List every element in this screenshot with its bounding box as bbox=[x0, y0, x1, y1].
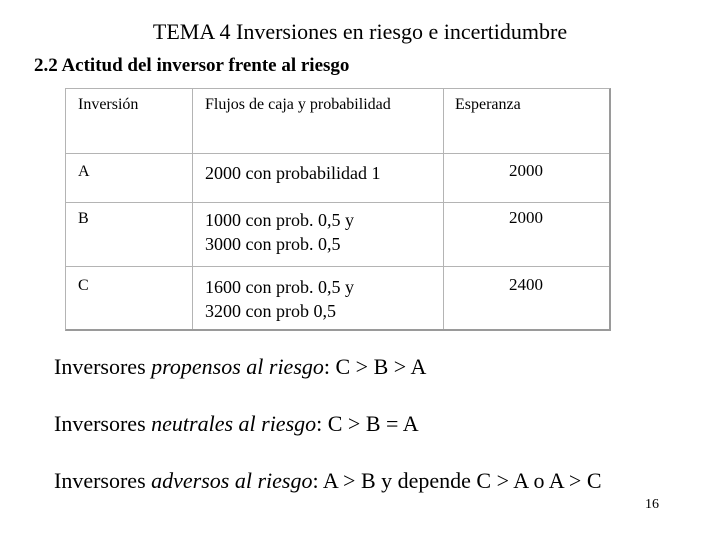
statement-emphasis: propensos al riesgo bbox=[151, 354, 324, 379]
column-divider bbox=[443, 89, 444, 329]
row-a-flow-line1: 2000 con probabilidad 1 bbox=[205, 163, 381, 183]
statement-prefix: Inversores bbox=[54, 411, 152, 436]
page-number: 16 bbox=[645, 497, 659, 512]
statement-risk-seeking bbox=[54, 353, 426, 381]
row-c-flow-line2: 3200 con prob 0,5 bbox=[205, 301, 336, 321]
header-expectation: Esperanza bbox=[455, 96, 521, 113]
statement-emphasis: adversos al riesgo bbox=[151, 468, 313, 493]
investment-table bbox=[65, 88, 611, 331]
statement-risk-neutral bbox=[54, 410, 419, 438]
row-a-expectation: 2000 bbox=[509, 161, 543, 180]
header-investment: Inversión bbox=[78, 96, 139, 113]
statement-suffix: : A > B y depende C > A o A > C bbox=[312, 468, 602, 493]
row-divider bbox=[66, 266, 609, 267]
row-a-investment: A bbox=[78, 163, 90, 180]
statement-suffix: : C > B > A bbox=[323, 354, 427, 379]
row-b-flow-line2: 3000 con prob. 0,5 bbox=[205, 234, 341, 254]
row-c-expectation: 2400 bbox=[509, 275, 543, 294]
row-b-flow-line1: 1000 con prob. 0,5 y bbox=[205, 210, 354, 230]
row-b-investment: B bbox=[78, 210, 89, 227]
slide-title: TEMA 4 Inversiones en riesgo e incertidumbre bbox=[152, 19, 568, 44]
header-cash-flows: Flujos de caja y probabilidad bbox=[205, 96, 391, 113]
statement-risk-averse bbox=[54, 467, 602, 495]
statement-prefix: Inversores bbox=[54, 354, 152, 379]
row-divider bbox=[66, 153, 609, 154]
row-divider bbox=[66, 202, 609, 203]
statement-emphasis: neutrales al riesgo bbox=[151, 411, 317, 436]
row-c-flow-line1: 1600 con prob. 0,5 y bbox=[205, 277, 354, 297]
statement-prefix: Inversores bbox=[54, 468, 152, 493]
column-divider bbox=[192, 89, 193, 329]
statement-suffix: : C > B = A bbox=[316, 411, 419, 436]
row-c-investment: C bbox=[78, 277, 89, 294]
slide-subtitle: 2.2 Actitud del inversor frente al riesgo bbox=[34, 55, 350, 76]
row-b-expectation: 2000 bbox=[509, 208, 543, 227]
